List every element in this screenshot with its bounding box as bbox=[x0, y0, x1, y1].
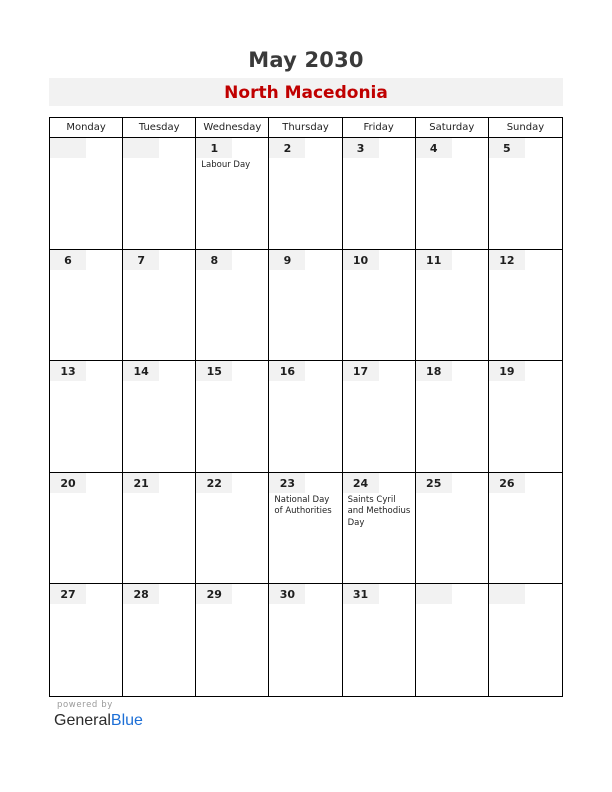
day-number bbox=[416, 584, 452, 604]
day-number: 29 bbox=[196, 584, 232, 604]
day-cell bbox=[269, 250, 342, 362]
day-cell bbox=[343, 250, 416, 362]
day-number: 23 bbox=[269, 473, 305, 493]
day-cell bbox=[416, 250, 489, 362]
day-cell bbox=[123, 250, 196, 362]
day-cell bbox=[343, 138, 416, 250]
day-cell bbox=[343, 361, 416, 473]
day-cell bbox=[196, 250, 269, 362]
brand-text-general: General bbox=[54, 712, 111, 729]
day-cell bbox=[416, 361, 489, 473]
day-number: 26 bbox=[489, 473, 525, 493]
day-cell bbox=[416, 473, 489, 585]
day-number: 7 bbox=[123, 250, 159, 270]
country-banner bbox=[49, 78, 563, 106]
day-number: 9 bbox=[269, 250, 305, 270]
weekday-header-thursday: Thursday bbox=[269, 118, 342, 138]
day-cell bbox=[196, 361, 269, 473]
day-number: 16 bbox=[269, 361, 305, 381]
day-cell bbox=[50, 138, 123, 250]
day-cell bbox=[123, 361, 196, 473]
day-cell bbox=[269, 138, 342, 250]
weekday-header-tuesday: Tuesday bbox=[123, 118, 196, 138]
day-cell bbox=[196, 138, 269, 250]
day-cell bbox=[343, 584, 416, 696]
country-name: North Macedonia bbox=[224, 83, 388, 103]
day-cell bbox=[489, 584, 562, 696]
holiday-label: Saints Cyril and Methodius Day bbox=[347, 494, 411, 528]
day-cell bbox=[416, 138, 489, 250]
day-number: 21 bbox=[123, 473, 159, 493]
weekday-header-monday: Monday bbox=[50, 118, 123, 138]
day-cell bbox=[50, 361, 123, 473]
holiday-label: Labour Day bbox=[201, 160, 251, 170]
day-number bbox=[50, 138, 86, 158]
day-number bbox=[123, 138, 159, 158]
day-cell bbox=[123, 473, 196, 585]
weekday-header-wednesday: Wednesday bbox=[196, 118, 269, 138]
day-number bbox=[489, 584, 525, 604]
day-cell bbox=[489, 473, 562, 585]
day-number: 25 bbox=[416, 473, 452, 493]
day-number: 24 bbox=[343, 473, 379, 493]
day-number: 14 bbox=[123, 361, 159, 381]
day-number: 17 bbox=[343, 361, 379, 381]
day-cell bbox=[269, 361, 342, 473]
day-number: 27 bbox=[50, 584, 86, 604]
brand-text-blue: Blue bbox=[110, 712, 143, 729]
day-cell bbox=[416, 584, 489, 696]
day-number: 22 bbox=[196, 473, 232, 493]
day-cell bbox=[489, 250, 562, 362]
day-number: 4 bbox=[416, 138, 452, 158]
day-number: 3 bbox=[343, 138, 379, 158]
day-number: 18 bbox=[416, 361, 452, 381]
day-cell bbox=[489, 361, 562, 473]
day-number: 31 bbox=[343, 584, 379, 604]
day-number: 11 bbox=[416, 250, 452, 270]
day-cell bbox=[50, 584, 123, 696]
day-number: 30 bbox=[269, 584, 305, 604]
day-number: 10 bbox=[343, 250, 379, 270]
day-cell bbox=[343, 473, 416, 585]
day-cell bbox=[196, 473, 269, 585]
weekday-header-saturday: Saturday bbox=[416, 118, 489, 138]
calendar-title: May 2030 bbox=[248, 48, 364, 72]
day-cell bbox=[50, 473, 123, 585]
day-number: 28 bbox=[123, 584, 159, 604]
day-number: 5 bbox=[489, 138, 525, 158]
holiday-label: National Day of Authorities bbox=[274, 494, 332, 517]
day-number: 13 bbox=[50, 361, 86, 381]
day-cell bbox=[269, 584, 342, 696]
day-number: 1 bbox=[196, 138, 232, 158]
month-grid bbox=[49, 117, 563, 697]
day-cell bbox=[123, 584, 196, 696]
day-number: 15 bbox=[196, 361, 232, 381]
weekday-header-friday: Friday bbox=[343, 118, 416, 138]
generalblue-logo[interactable] bbox=[54, 712, 143, 730]
day-cell bbox=[269, 473, 342, 585]
day-number: 2 bbox=[269, 138, 305, 158]
day-number: 8 bbox=[196, 250, 232, 270]
day-number: 6 bbox=[50, 250, 86, 270]
day-number: 19 bbox=[489, 361, 525, 381]
day-cell bbox=[489, 138, 562, 250]
weekday-header-sunday: Sunday bbox=[489, 118, 562, 138]
day-cell bbox=[196, 584, 269, 696]
day-cell bbox=[123, 138, 196, 250]
day-number: 20 bbox=[50, 473, 86, 493]
powered-by-text: powered by bbox=[57, 700, 113, 710]
day-number: 12 bbox=[489, 250, 525, 270]
day-cell bbox=[50, 250, 123, 362]
